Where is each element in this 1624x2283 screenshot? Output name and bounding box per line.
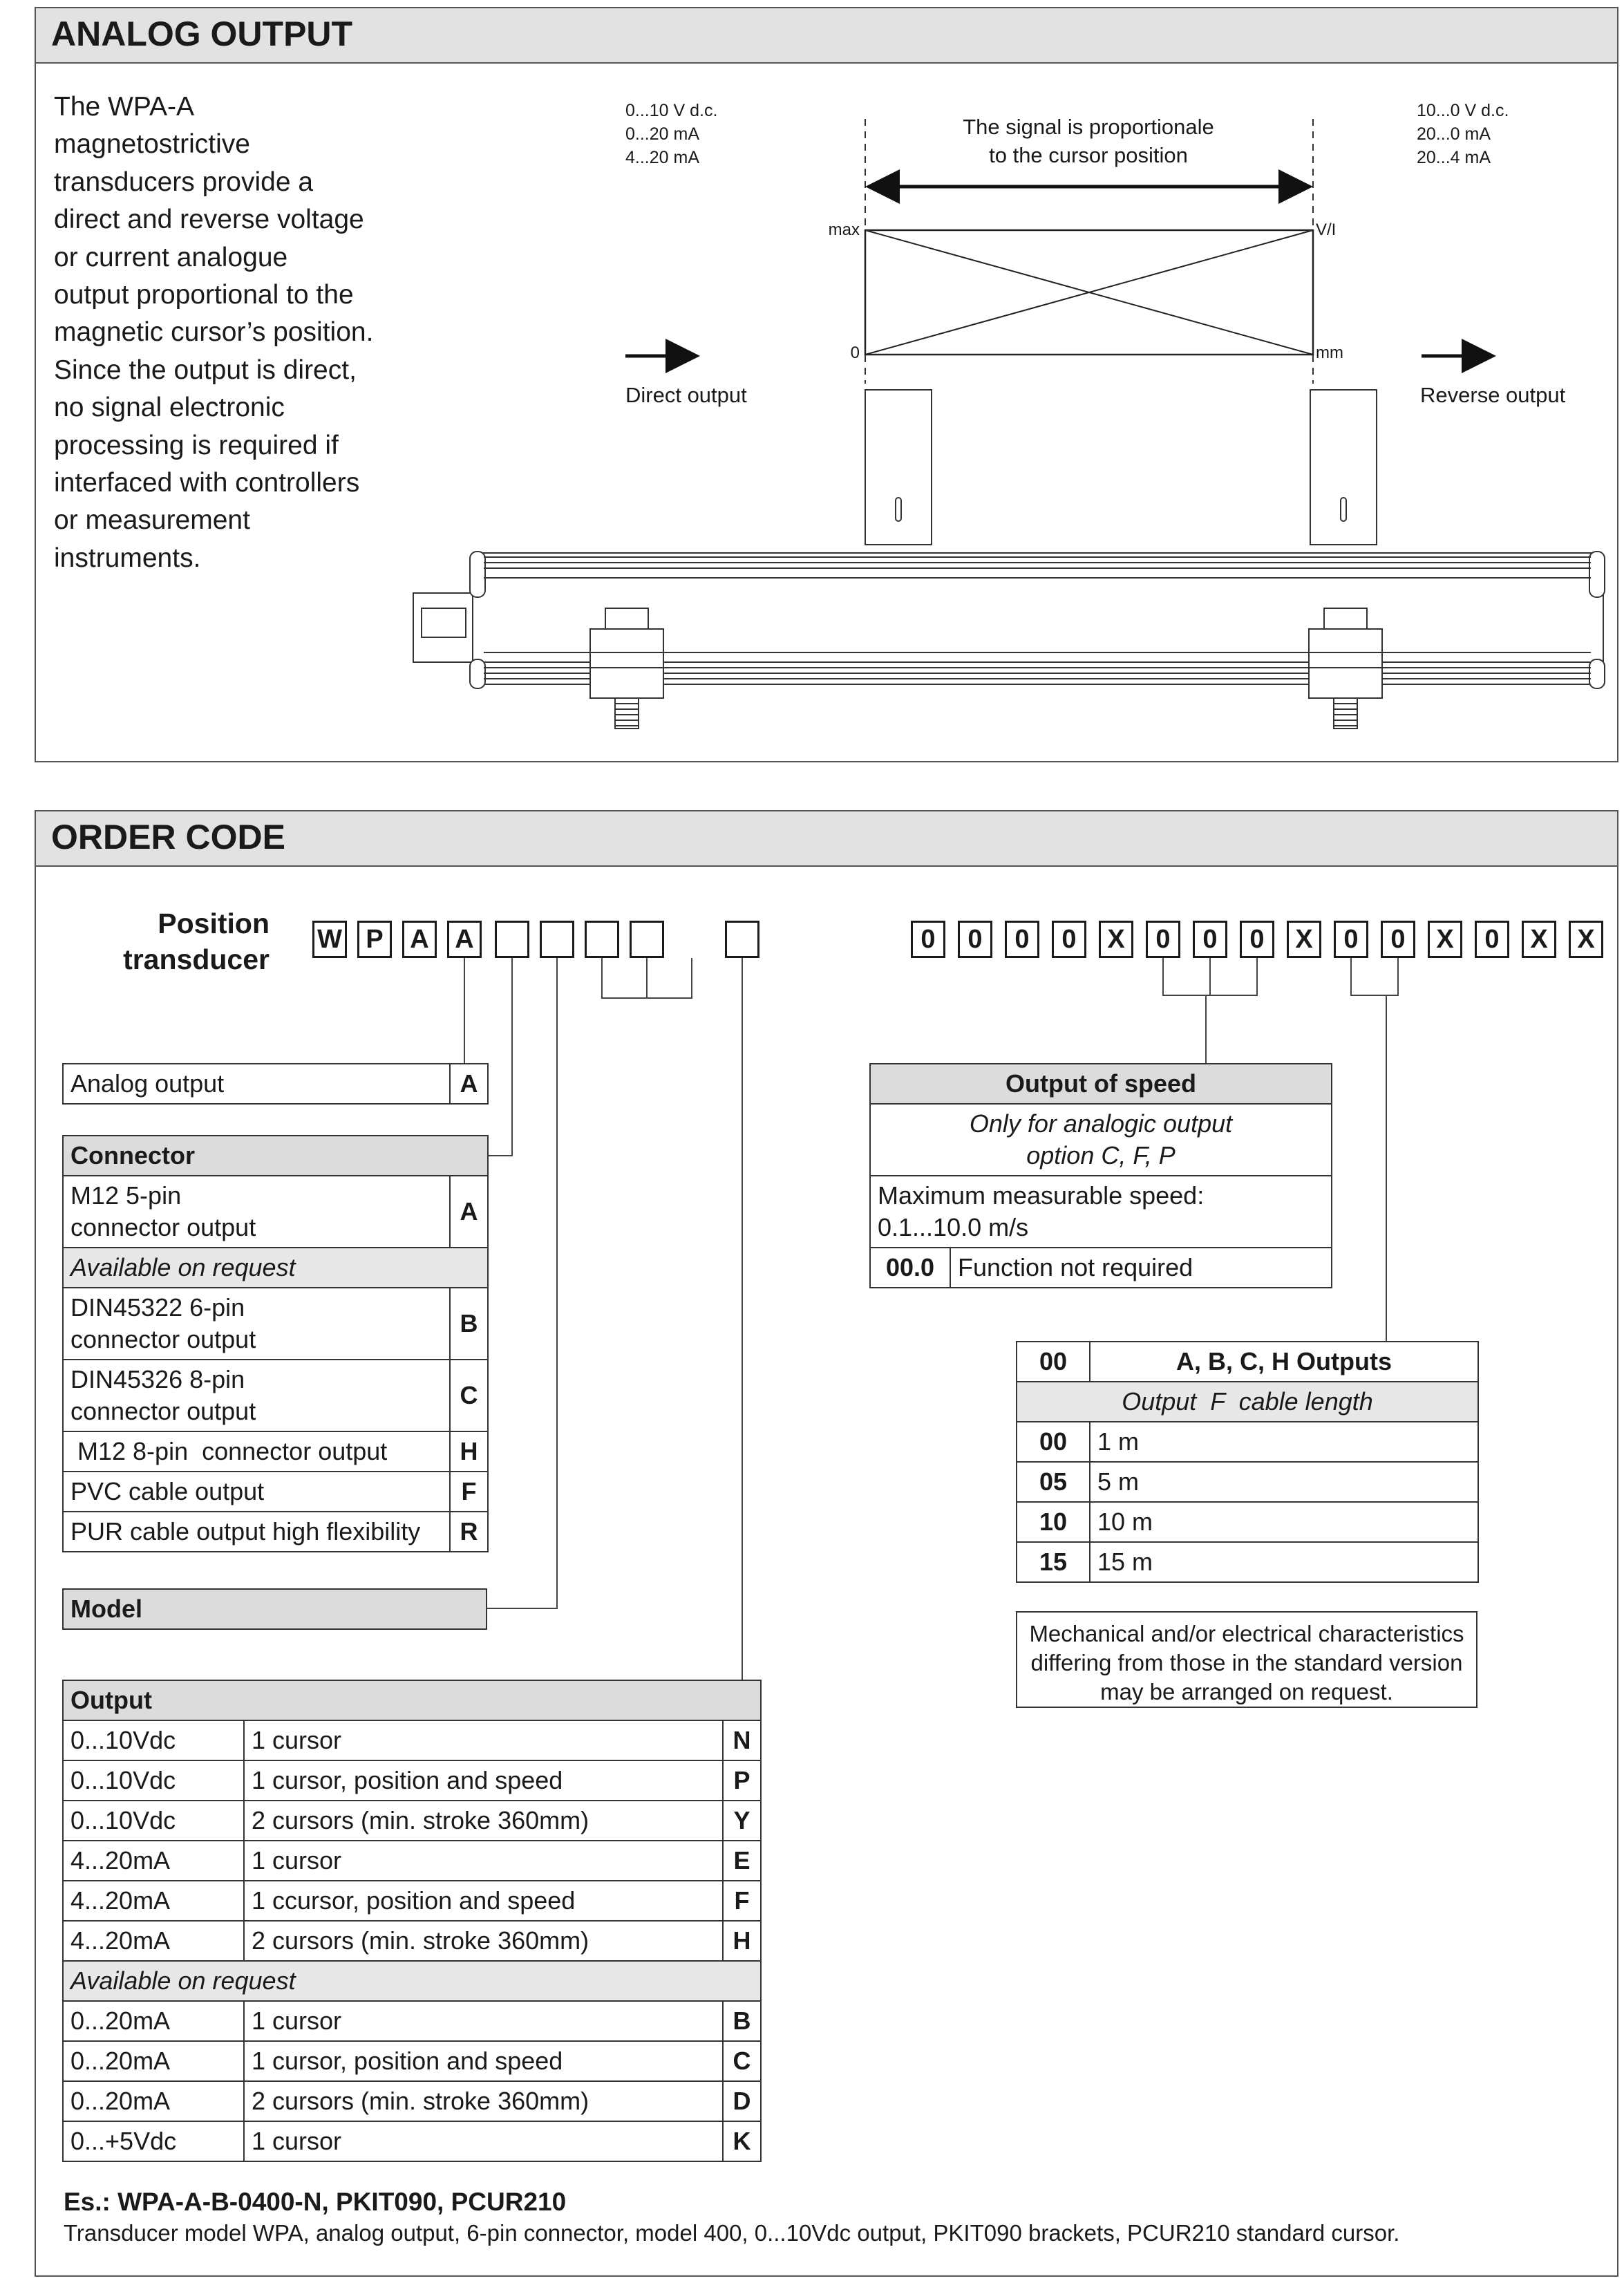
code-box: 0 (1240, 921, 1274, 958)
analog-output-title: ANALOG OUTPUT (51, 15, 353, 53)
output-range: 0...10Vdc (63, 1801, 244, 1841)
output-desc: 2 cursors (min. stroke 360mm) (244, 2081, 723, 2121)
intro-line: transducers provide a (54, 167, 314, 197)
output-range: 0...10Vdc (63, 1760, 244, 1801)
label-vi: V/I (1316, 220, 1337, 239)
table-header-row (63, 1136, 488, 1176)
table-row (63, 2121, 761, 2161)
cable-code: 10 (1017, 1502, 1090, 1542)
intro-line: instruments. (54, 543, 201, 573)
connector-table (62, 1135, 489, 1552)
order-code-title: ORDER CODE (51, 818, 285, 856)
table-row (63, 1064, 488, 1104)
right-range-label: 20...0 mA (1417, 124, 1491, 144)
table-row (63, 1841, 761, 1881)
cable-desc: 10 m (1090, 1502, 1478, 1542)
output-code: D (723, 2081, 761, 2121)
connector-code: B (450, 1288, 488, 1360)
output-code: F (723, 1881, 761, 1921)
code-box: X (1428, 921, 1462, 958)
intro-line: The WPA-A (54, 92, 194, 122)
cable-header-desc: A, B, C, H Outputs (1090, 1342, 1478, 1382)
code-box: 0 (1381, 921, 1415, 958)
analog-output-code: A (450, 1064, 488, 1104)
output-range: 4...20mA (63, 1841, 244, 1881)
table-header-row (63, 1680, 761, 1720)
intro-line: Since the output is direct, (54, 355, 357, 385)
code-box: A (447, 921, 482, 958)
intro-line: no signal electronic (54, 393, 285, 423)
code-box: 0 (1475, 921, 1509, 958)
cable-desc: 1 m (1090, 1422, 1478, 1462)
intro-line: processing is required if (54, 430, 339, 460)
output-desc: 1 cursor (244, 2121, 723, 2161)
code-box: 0 (1193, 921, 1227, 958)
table-row (63, 1512, 488, 1552)
mechanical-note: Mechanical and/or electrical characteristics differing from those in the standard version may be arranged on request. (1016, 1611, 1477, 1708)
table-row (63, 1472, 488, 1512)
output-code: Y (723, 1801, 761, 1841)
table-row (63, 2081, 761, 2121)
table-header-row (1017, 1342, 1478, 1382)
code-box: X (1099, 921, 1133, 958)
right-range-label: 10...0 V d.c. (1417, 101, 1509, 120)
table-subheader-row (63, 1961, 761, 2001)
output-desc: 2 cursors (min. stroke 360mm) (244, 1801, 723, 1841)
example-title: Es.: WPA-A-B-0400-N, PKIT090, PCUR210 (64, 2188, 567, 2216)
cable-length-subheader: Output F cable length (1017, 1382, 1478, 1422)
connector-code: R (450, 1512, 488, 1552)
intro-line: output proportional to the (54, 280, 354, 310)
output-code: E (723, 1841, 761, 1881)
table-row (63, 1360, 488, 1431)
code-box: 0 (1334, 921, 1368, 958)
output-code: P (723, 1760, 761, 1801)
label-zero: 0 (850, 344, 860, 362)
example-description: Transducer model WPA, analog output, 6-pin connector, model 400, 0...10Vdc output, PKIT090 brackets, PCUR210 standard cursor. (64, 2220, 1400, 2246)
model-table (62, 1588, 487, 1630)
table-header-row (63, 1589, 487, 1629)
output-header: Output (63, 1680, 761, 1720)
output-available-on-request: Available on request (63, 1961, 761, 2001)
code-box: A (402, 921, 437, 958)
cable-header-code: 00 (1017, 1342, 1090, 1382)
output-range: 0...10Vdc (63, 1720, 244, 1760)
intro-line: or measurement (54, 505, 250, 536)
code-box: X (1287, 921, 1321, 958)
table-row (63, 1760, 761, 1801)
output-range: 4...20mA (63, 1921, 244, 1961)
analog-output-table (62, 1063, 489, 1105)
cable-code: 05 (1017, 1462, 1090, 1502)
table-row (1017, 1502, 1478, 1542)
table-row (63, 1431, 488, 1472)
output-code: H (723, 1921, 761, 1961)
table-row (870, 1176, 1332, 1248)
code-box: 0 (1052, 921, 1086, 958)
output-desc: 1 cursor, position and speed (244, 1760, 723, 1801)
cable-length-table (1016, 1341, 1479, 1583)
table-row (1017, 1422, 1478, 1462)
table-row (63, 1801, 761, 1841)
reverse-output-label: Reverse output (1420, 383, 1566, 407)
table-row (63, 2041, 761, 2081)
cable-code: 00 (1017, 1422, 1090, 1462)
connector-m12-5pin: M12 5-pin connector output (63, 1176, 450, 1248)
output-range: 0...+5Vdc (63, 2121, 244, 2161)
speed-header: Output of speed (870, 1064, 1332, 1104)
output-desc: 1 ccursor, position and speed (244, 1881, 723, 1921)
connector-pur-cable: PUR cable output high flexibility (63, 1512, 450, 1552)
table-row (1017, 1462, 1478, 1502)
connector-code: C (450, 1360, 488, 1431)
intro-line: magnetic cursor’s position. (54, 317, 374, 348)
speed-only-for-analogic: Only for analogic output option C, F, P (870, 1104, 1332, 1176)
code-box: P (357, 921, 392, 958)
right-range-label: 20...4 mA (1417, 148, 1491, 167)
table-row (870, 1248, 1332, 1288)
speed-code: 00.0 (870, 1248, 950, 1288)
output-desc: 1 cursor (244, 1720, 723, 1760)
left-range-label: 4...20 mA (625, 148, 699, 167)
intro-line: direct and reverse voltage (54, 205, 364, 235)
output-desc: 1 cursor (244, 2001, 723, 2041)
label-mm: mm (1316, 344, 1343, 362)
table-row (63, 1720, 761, 1760)
output-speed-table (869, 1063, 1332, 1288)
code-box: W (312, 921, 347, 958)
output-code: B (723, 2001, 761, 2041)
connector-code: F (450, 1472, 488, 1512)
table-header-row (870, 1064, 1332, 1104)
table-row (870, 1104, 1332, 1176)
table-row (63, 2001, 761, 2041)
code-box: 0 (1146, 921, 1180, 958)
cable-code: 15 (1017, 1542, 1090, 1582)
speed-desc: Function not required (950, 1248, 1332, 1288)
intro-line: interfaced with controllers (54, 468, 360, 498)
output-code: K (723, 2121, 761, 2161)
table-row (63, 1881, 761, 1921)
analog-output-label: Analog output (63, 1064, 450, 1104)
output-range: 4...20mA (63, 1881, 244, 1921)
connector-header: Connector (63, 1136, 488, 1176)
code-box: X (1569, 921, 1603, 958)
connector-din45322: DIN45322 6-pin connector output (63, 1288, 450, 1360)
output-desc: 2 cursors (min. stroke 360mm) (244, 1921, 723, 1961)
left-range-label: 0...10 V d.c. (625, 101, 718, 120)
cable-desc: 15 m (1090, 1542, 1478, 1582)
connector-available-on-request: Available on request (63, 1248, 488, 1288)
table-row (63, 1288, 488, 1360)
connector-pvc-cable: PVC cable output (63, 1472, 450, 1512)
signal-caption-line: The signal is proportionale (963, 115, 1214, 139)
table-row (63, 1176, 488, 1248)
table-subheader-row (1017, 1382, 1478, 1422)
output-table (62, 1680, 762, 2162)
output-range: 0...20mA (63, 2041, 244, 2081)
output-range: 0...20mA (63, 2081, 244, 2121)
connector-din45326: DIN45326 8-pin connector output (63, 1360, 450, 1431)
output-desc: 1 cursor, position and speed (244, 2041, 723, 2081)
table-row (1017, 1542, 1478, 1582)
output-desc: 1 cursor (244, 1841, 723, 1881)
signal-caption-line: to the cursor position (989, 143, 1188, 167)
cable-desc: 5 m (1090, 1462, 1478, 1502)
code-box: 0 (1005, 921, 1039, 958)
output-code: N (723, 1720, 761, 1760)
output-code: C (723, 2041, 761, 2081)
code-box: 0 (911, 921, 945, 958)
code-box: X (1522, 921, 1556, 958)
speed-max-measurable: Maximum measurable speed: 0.1...10.0 m/s (870, 1176, 1332, 1248)
output-range: 0...20mA (63, 2001, 244, 2041)
table-subheader-row (63, 1248, 488, 1288)
model-header: Model (63, 1589, 487, 1629)
direct-output-label: Direct output (625, 383, 747, 407)
label-max: max (828, 220, 860, 239)
table-row (63, 1921, 761, 1961)
connector-code: A (450, 1176, 488, 1248)
intro-line: or current analogue (54, 242, 288, 272)
connector-m12-8pin: M12 8-pin connector output (63, 1431, 450, 1472)
intro-line: magnetostrictive (54, 129, 250, 160)
position-transducer-label: Position transducer (123, 908, 270, 975)
connector-code: H (450, 1431, 488, 1472)
left-range-label: 0...20 mA (625, 124, 699, 144)
code-box: 0 (958, 921, 992, 958)
